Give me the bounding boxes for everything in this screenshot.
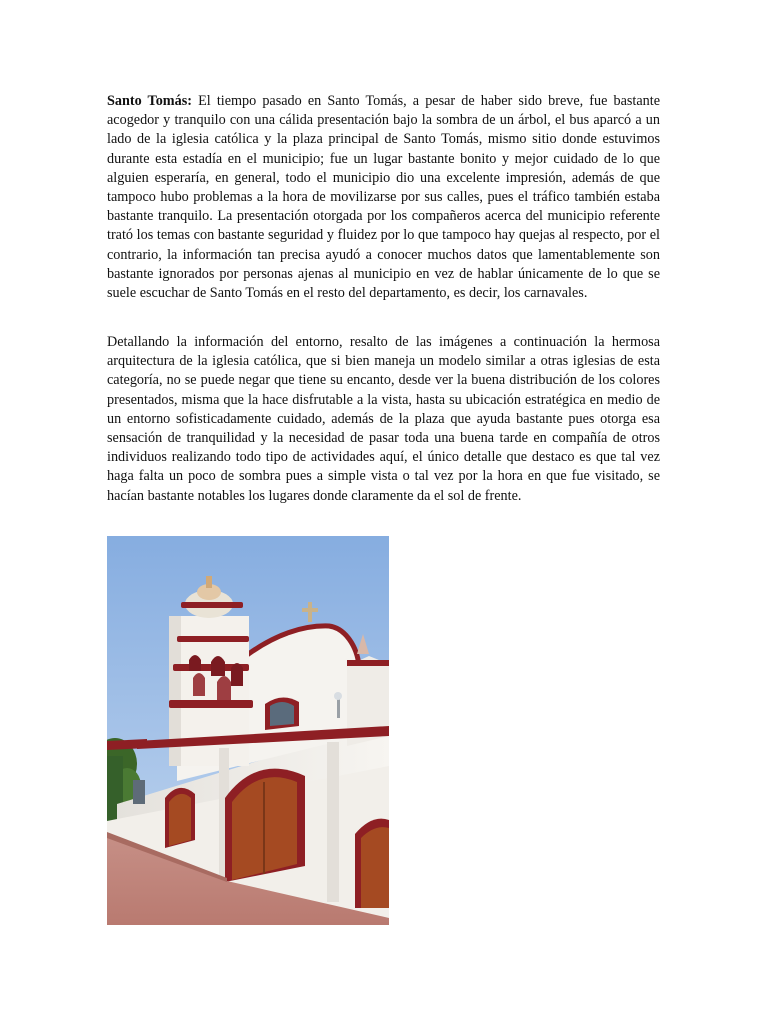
- church-photo-illustration: [107, 536, 389, 925]
- side-window: [133, 780, 145, 804]
- paragraph-1-body: El tiempo pasado en Santo Tomás, a pesar de haber sido breve, fue bastante acogedor y tranquilo con una cálida presentación bajo la sombra de un árbol, el bus aparcó a un lado de la iglesia católica y la plaza principal de Santo Tomás, mismo sitio donde estuvimos durante esta estadía en el municipio; fue un lugar bastante bonito y mejor cuidado de lo que alguien esperaría, en general, todo el municipio dio una excelente impresión, además de que tampoco hubo problemas a la hora de movilizarse por sus calles, pues el tráfico también estaba bastante tranquilo. La presentación otorgada por los compañeros acerca del municipio referente trató los temas con bastante seguridad y fluidez por lo que tampoco hay quejas al respecto, por el contrario, la información tan precisa ayudó a conocer muchos datos que lamentablemente son bastante ignorados por personas ajenas al municipio en vez de hablar únicamente de lo que se suele escuchar de Santo Tomás en el resto del departamento, es decir, los carnavales.: [107, 93, 661, 302]
- right-door: [355, 819, 389, 908]
- paragraph-2: [107, 333, 660, 506]
- gable-window: [265, 697, 299, 730]
- paragraph-1: [107, 92, 660, 303]
- paragraph-2-body: Detallando la información del entorno, resalto de las imágenes a continuación la hermosa arquitectura de la iglesia católica, que si bien maneja un modelo similar a otras iglesias de esta categoría, no se puede negar que tiene su encanto, desde ver la buena distribución de los colores presentados, misma que la hace disfrutable a la vista, hasta su ubicación estratégica en medio de un entorno sofisticadamente cuidado, además de la plaza que ayuda bastante pues otorga esa sensación de tranquilidad y la necesidad de pasar toda una buena tarde en compañía de otros individuos realizando todo tipo de actividades aquí, el único detalle que destaco es que tal vez haga falta un poco de sombra pues a simple vista o tal vez por la hora en que fue visitado, se hacían bastante notables los lugares donde claramente da el sol de frente.: [107, 334, 660, 504]
- paragraph-1-lead: Santo Tomás:: [107, 93, 192, 109]
- church-photo: [107, 536, 389, 925]
- left-door: [165, 788, 195, 848]
- main-door: [225, 769, 305, 882]
